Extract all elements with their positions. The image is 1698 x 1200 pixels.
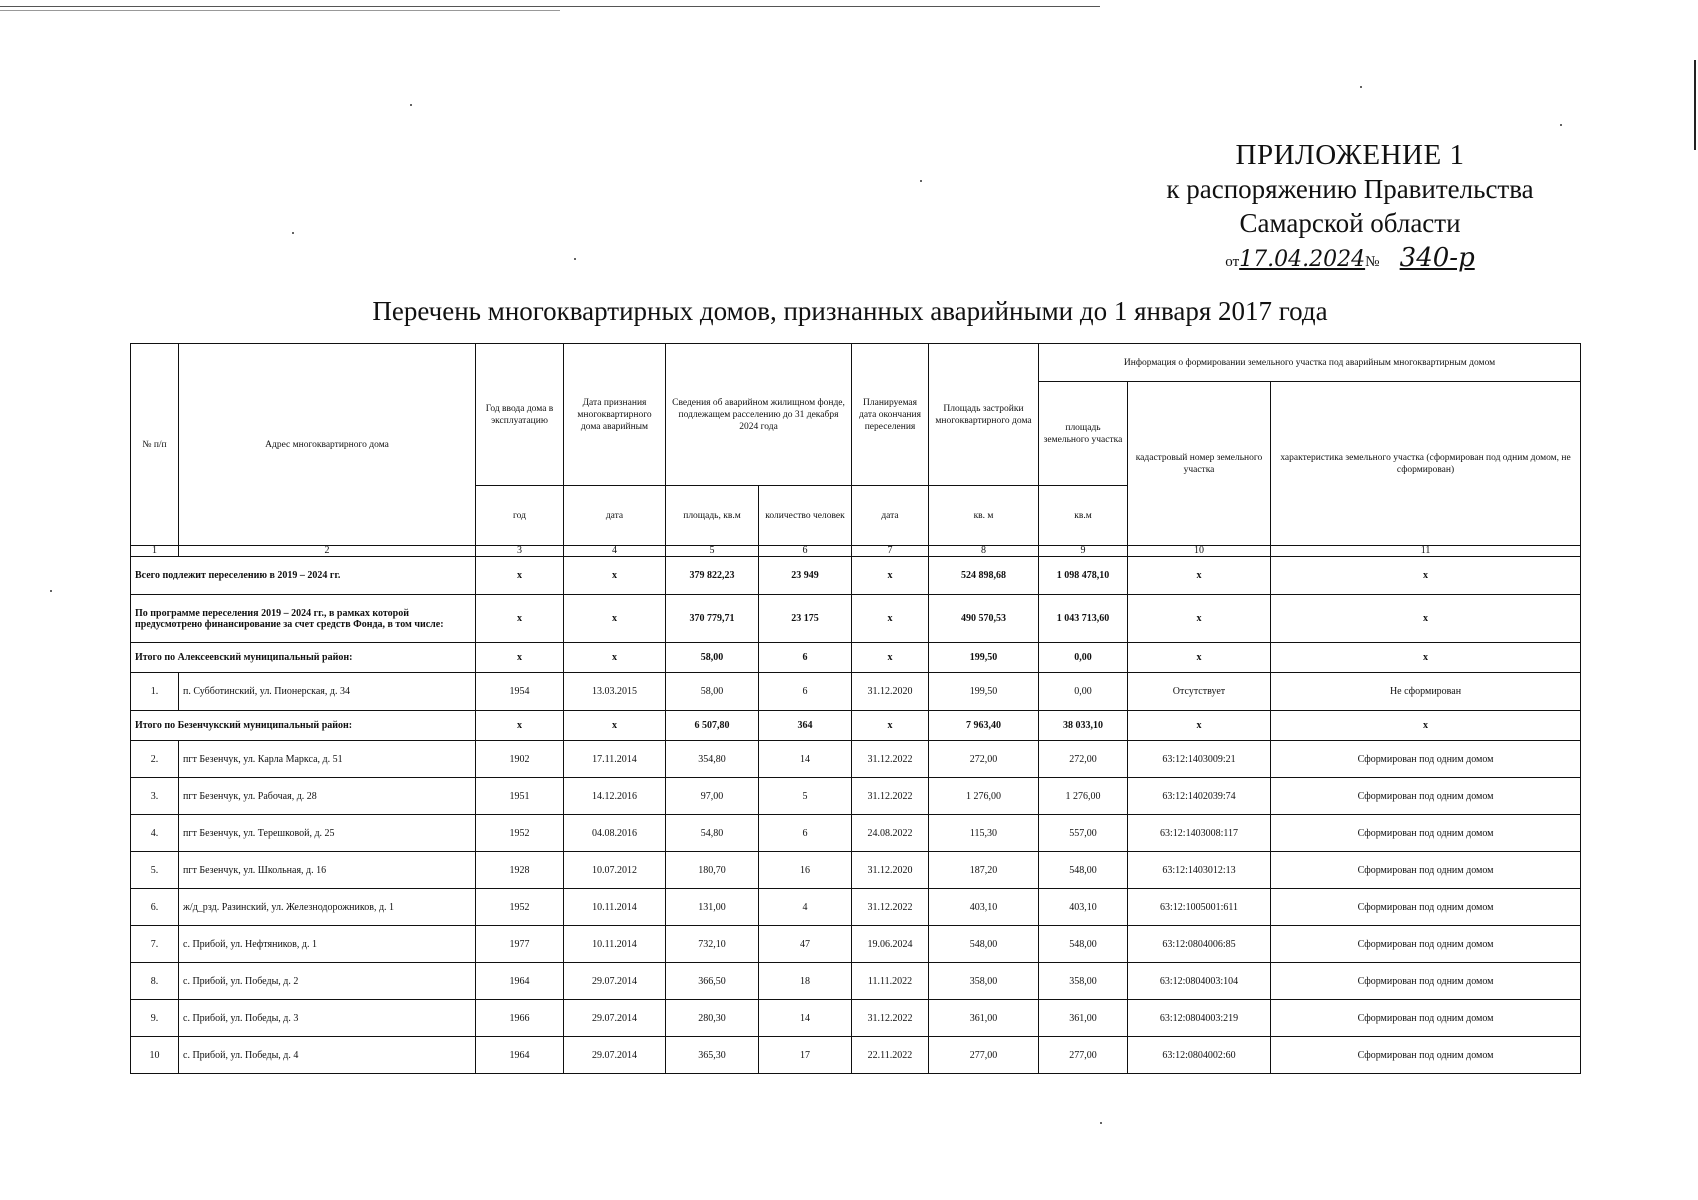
column-number: 10	[1128, 546, 1271, 557]
summary-label: Итого по Алексеевский муниципальный район:	[131, 643, 476, 673]
summary-land-area: 38 033,10	[1039, 711, 1128, 741]
cell-address: с. Прибой, ул. Победы, д. 3	[179, 1000, 476, 1037]
summary-area: 6 507,80	[666, 711, 759, 741]
cell-planned: 31.12.2020	[852, 852, 929, 889]
column-number: 11	[1271, 546, 1581, 557]
summary-label: Всего подлежит переселению в 2019 – 2024 гг.	[131, 557, 476, 595]
column-number: 7	[852, 546, 929, 557]
scan-speck	[1360, 86, 1362, 88]
cell-land-area: 272,00	[1039, 741, 1128, 778]
cell-built-area: 403,10	[929, 889, 1039, 926]
cell-num: 7.	[131, 926, 179, 963]
summary-planned: x	[852, 711, 929, 741]
cell-address: п. Субботинский, ул. Пионерская, д. 34	[179, 673, 476, 711]
cell-people: 6	[759, 815, 852, 852]
cell-year: 1952	[476, 815, 564, 852]
summary-year: x	[476, 557, 564, 595]
summary-land-area: 0,00	[1039, 643, 1128, 673]
summary-planned: x	[852, 643, 929, 673]
cell-people: 47	[759, 926, 852, 963]
cell-cadastral: Отсутствует	[1128, 673, 1271, 711]
summary-area: 58,00	[666, 643, 759, 673]
column-number: 2	[179, 546, 476, 557]
cell-area: 131,00	[666, 889, 759, 926]
cell-year: 1954	[476, 673, 564, 711]
cell-cadastral: 63:12:0804003:104	[1128, 963, 1271, 1000]
summary-recognized: x	[564, 595, 666, 643]
cell-year: 1928	[476, 852, 564, 889]
scan-edge-mark	[1694, 60, 1696, 150]
summary-land-area: 1 043 713,60	[1039, 595, 1128, 643]
cell-planned: 22.11.2022	[852, 1037, 929, 1074]
cell-built-area: 277,00	[929, 1037, 1039, 1074]
cell-built-area: 272,00	[929, 741, 1039, 778]
cell-recognized: 10.07.2012	[564, 852, 666, 889]
cell-year: 1952	[476, 889, 564, 926]
cell-built-area: 361,00	[929, 1000, 1039, 1037]
column-number: 4	[564, 546, 666, 557]
cell-cadastral: 63:12:1005001:611	[1128, 889, 1271, 926]
cell-year: 1902	[476, 741, 564, 778]
number-prefix: №	[1365, 254, 1380, 270]
cell-recognized: 29.07.2014	[564, 1037, 666, 1074]
cell-characteristic: Сформирован под одним домом	[1271, 926, 1581, 963]
summary-people: 23 175	[759, 595, 852, 643]
emergency-houses-table	[130, 343, 1581, 1074]
cell-people: 18	[759, 963, 852, 1000]
unit-area: площадь, кв.м	[666, 486, 759, 546]
cell-people: 14	[759, 1000, 852, 1037]
cell-num: 9.	[131, 1000, 179, 1037]
cell-year: 1977	[476, 926, 564, 963]
cell-num: 2.	[131, 741, 179, 778]
cell-num: 6.	[131, 889, 179, 926]
summary-year: x	[476, 643, 564, 673]
appendix-line-1: к распоряжению Правительства	[1166, 174, 1534, 204]
cell-area: 354,80	[666, 741, 759, 778]
appendix-block	[1150, 138, 1550, 277]
cell-area: 97,00	[666, 778, 759, 815]
table-row	[131, 852, 1581, 889]
cell-address: с. Прибой, ул. Нефтяников, д. 1	[179, 926, 476, 963]
cell-cadastral: 63:12:1403009:21	[1128, 741, 1271, 778]
header-land-area: площадь земельного участка	[1039, 382, 1128, 486]
header-address: Адрес многоквартирного дома	[179, 344, 476, 546]
scan-speck	[920, 180, 922, 182]
summary-characteristic: x	[1271, 643, 1581, 673]
cell-characteristic: Сформирован под одним домом	[1271, 1000, 1581, 1037]
summary-characteristic: x	[1271, 595, 1581, 643]
cell-characteristic: Не сформирован	[1271, 673, 1581, 711]
table-row	[131, 815, 1581, 852]
header-fund: Сведения об аварийном жилищном фонде, подлежащем расселению до 31 декабря 2024 года	[666, 344, 852, 486]
cell-characteristic: Сформирован под одним домом	[1271, 778, 1581, 815]
summary-built-area: 524 898,68	[929, 557, 1039, 595]
cell-cadastral: 63:12:1403012:13	[1128, 852, 1271, 889]
cell-people: 16	[759, 852, 852, 889]
summary-row	[131, 643, 1581, 673]
cell-cadastral: 63:12:0804003:219	[1128, 1000, 1271, 1037]
column-number: 9	[1039, 546, 1128, 557]
column-number: 5	[666, 546, 759, 557]
table-row	[131, 673, 1581, 711]
summary-built-area: 7 963,40	[929, 711, 1039, 741]
cell-people: 17	[759, 1037, 852, 1074]
cell-area: 732,10	[666, 926, 759, 963]
header-land-info: Информация о формировании земельного участка под аварийным многоквартирным домом	[1039, 344, 1581, 382]
cell-num: 4.	[131, 815, 179, 852]
cell-land-area: 1 276,00	[1039, 778, 1128, 815]
cell-year: 1964	[476, 963, 564, 1000]
cell-year: 1964	[476, 1037, 564, 1074]
summary-land-area: 1 098 478,10	[1039, 557, 1128, 595]
appendix-title: ПРИЛОЖЕНИЕ 1	[1235, 139, 1465, 171]
cell-people: 4	[759, 889, 852, 926]
appendix-date-number	[1150, 240, 1550, 277]
table-row	[131, 963, 1581, 1000]
cell-land-area: 277,00	[1039, 1037, 1128, 1074]
scan-speck	[1100, 1122, 1102, 1124]
unit-built-area: кв. м	[929, 486, 1039, 546]
cell-recognized: 13.03.2015	[564, 673, 666, 711]
appendix-line-2: Самарской области	[1239, 208, 1461, 238]
cell-num: 10	[131, 1037, 179, 1074]
cell-land-area: 548,00	[1039, 926, 1128, 963]
table-row	[131, 1037, 1581, 1074]
scan-top-border-line	[0, 6, 1100, 7]
scan-speck	[410, 104, 412, 106]
scan-speck	[50, 590, 52, 592]
cell-land-area: 403,10	[1039, 889, 1128, 926]
cell-address: ж/д_рзд. Разинский, ул. Железнодорожников, д. 1	[179, 889, 476, 926]
header-characteristic: характеристика земельного участка (сформирован под одним домом, не сформирован)	[1271, 382, 1581, 546]
cell-num: 3.	[131, 778, 179, 815]
cell-recognized: 29.07.2014	[564, 963, 666, 1000]
cell-built-area: 199,50	[929, 673, 1039, 711]
cell-area: 58,00	[666, 673, 759, 711]
scan-speck	[1560, 124, 1562, 126]
cell-land-area: 0,00	[1039, 673, 1128, 711]
cell-address: пгт Безенчук, ул. Терешковой, д. 25	[179, 815, 476, 852]
cell-characteristic: Сформирован под одним домом	[1271, 1037, 1581, 1074]
summary-people: 6	[759, 643, 852, 673]
cell-characteristic: Сформирован под одним домом	[1271, 852, 1581, 889]
cell-recognized: 10.11.2014	[564, 889, 666, 926]
cell-land-area: 557,00	[1039, 815, 1128, 852]
cell-people: 5	[759, 778, 852, 815]
summary-cadastral: x	[1128, 711, 1271, 741]
summary-people: 23 949	[759, 557, 852, 595]
handwritten-date: 17.04.2024	[1239, 247, 1366, 272]
unit-land-area: кв.м	[1039, 486, 1128, 546]
summary-cadastral: x	[1128, 557, 1271, 595]
cell-recognized: 10.11.2014	[564, 926, 666, 963]
cell-planned: 11.11.2022	[852, 963, 929, 1000]
cell-num: 1.	[131, 673, 179, 711]
cell-address: с. Прибой, ул. Победы, д. 2	[179, 963, 476, 1000]
summary-row	[131, 711, 1581, 741]
cell-area: 54,80	[666, 815, 759, 852]
cell-planned: 31.12.2020	[852, 673, 929, 711]
unit-people: количество человек	[759, 486, 852, 546]
column-number: 6	[759, 546, 852, 557]
cell-cadastral: 63:12:1403008:117	[1128, 815, 1271, 852]
table-row	[131, 1000, 1581, 1037]
cell-recognized: 29.07.2014	[564, 1000, 666, 1037]
cell-characteristic: Сформирован под одним домом	[1271, 815, 1581, 852]
cell-address: с. Прибой, ул. Победы, д. 4	[179, 1037, 476, 1074]
cell-planned: 31.12.2022	[852, 1000, 929, 1037]
table-row	[131, 889, 1581, 926]
cell-planned: 31.12.2022	[852, 741, 929, 778]
summary-built-area: 490 570,53	[929, 595, 1039, 643]
summary-planned: x	[852, 557, 929, 595]
cell-num: 8.	[131, 963, 179, 1000]
cell-area: 280,30	[666, 1000, 759, 1037]
handwritten-number: 340-р	[1399, 243, 1475, 273]
header-recognized: Дата признания многоквартирного дома аварийным	[564, 344, 666, 486]
column-number: 8	[929, 546, 1039, 557]
table-row	[131, 741, 1581, 778]
column-numbers-row	[131, 546, 1581, 557]
header-built-area: Площадь застройки многоквартирного дома	[929, 344, 1039, 486]
scan-top-border-line	[0, 10, 560, 11]
summary-area: 379 822,23	[666, 557, 759, 595]
scan-speck	[574, 258, 576, 260]
cell-characteristic: Сформирован под одним домом	[1271, 741, 1581, 778]
summary-people: 364	[759, 711, 852, 741]
cell-address: пгт Безенчук, ул. Рабочая, д. 28	[179, 778, 476, 815]
cell-year: 1951	[476, 778, 564, 815]
cell-cadastral: 63:12:1402039:74	[1128, 778, 1271, 815]
summary-cadastral: x	[1128, 643, 1271, 673]
cell-year: 1966	[476, 1000, 564, 1037]
summary-row	[131, 557, 1581, 595]
cell-built-area: 358,00	[929, 963, 1039, 1000]
cell-land-area: 548,00	[1039, 852, 1128, 889]
cell-cadastral: 63:12:0804002:60	[1128, 1037, 1271, 1074]
cell-people: 6	[759, 673, 852, 711]
unit-year: год	[476, 486, 564, 546]
summary-recognized: x	[564, 711, 666, 741]
header-cadastral: кадастровый номер земельного участка	[1128, 382, 1271, 546]
table-row	[131, 778, 1581, 815]
cell-num: 5.	[131, 852, 179, 889]
cell-land-area: 361,00	[1039, 1000, 1128, 1037]
cell-cadastral: 63:12:0804006:85	[1128, 926, 1271, 963]
header-row-1	[131, 344, 1581, 382]
cell-recognized: 04.08.2016	[564, 815, 666, 852]
table-row	[131, 926, 1581, 963]
cell-built-area: 548,00	[929, 926, 1039, 963]
cell-land-area: 358,00	[1039, 963, 1128, 1000]
from-prefix: от	[1225, 254, 1240, 270]
cell-recognized: 14.12.2016	[564, 778, 666, 815]
cell-planned: 24.08.2022	[852, 815, 929, 852]
summary-cadastral: x	[1128, 595, 1271, 643]
cell-area: 366,50	[666, 963, 759, 1000]
summary-characteristic: x	[1271, 557, 1581, 595]
cell-area: 180,70	[666, 852, 759, 889]
summary-row	[131, 595, 1581, 643]
cell-recognized: 17.11.2014	[564, 741, 666, 778]
cell-characteristic: Сформирован под одним домом	[1271, 889, 1581, 926]
summary-characteristic: x	[1271, 711, 1581, 741]
scan-speck	[292, 232, 294, 234]
header-num: № п/п	[131, 344, 179, 546]
unit-planned-date: дата	[852, 486, 929, 546]
cell-planned: 19.06.2024	[852, 926, 929, 963]
summary-label: Итого по Безенчукский муниципальный район:	[131, 711, 476, 741]
summary-built-area: 199,50	[929, 643, 1039, 673]
summary-recognized: x	[564, 643, 666, 673]
column-number: 3	[476, 546, 564, 557]
summary-label: По программе переселения 2019 – 2024 гг., в рамках которой предусмотрено финансирование за счет средств Фонда, в том числе:	[131, 595, 476, 643]
cell-area: 365,30	[666, 1037, 759, 1074]
summary-year: x	[476, 711, 564, 741]
summary-year: x	[476, 595, 564, 643]
cell-built-area: 1 276,00	[929, 778, 1039, 815]
column-number: 1	[131, 546, 179, 557]
cell-planned: 31.12.2022	[852, 778, 929, 815]
document-title: Перечень многоквартирных домов, признанных аварийными до 1 января 2017 года	[372, 296, 1328, 326]
cell-people: 14	[759, 741, 852, 778]
summary-planned: x	[852, 595, 929, 643]
cell-planned: 31.12.2022	[852, 889, 929, 926]
summary-recognized: x	[564, 557, 666, 595]
cell-address: пгт Безенчук, ул. Карла Маркса, д. 51	[179, 741, 476, 778]
cell-built-area: 115,30	[929, 815, 1039, 852]
summary-area: 370 779,71	[666, 595, 759, 643]
cell-characteristic: Сформирован под одним домом	[1271, 963, 1581, 1000]
header-planned: Планируемая дата окончания переселения	[852, 344, 929, 486]
header-year: Год ввода дома в эксплуатацию	[476, 344, 564, 486]
unit-date: дата	[564, 486, 666, 546]
cell-address: пгт Безенчук, ул. Школьная, д. 16	[179, 852, 476, 889]
cell-built-area: 187,20	[929, 852, 1039, 889]
